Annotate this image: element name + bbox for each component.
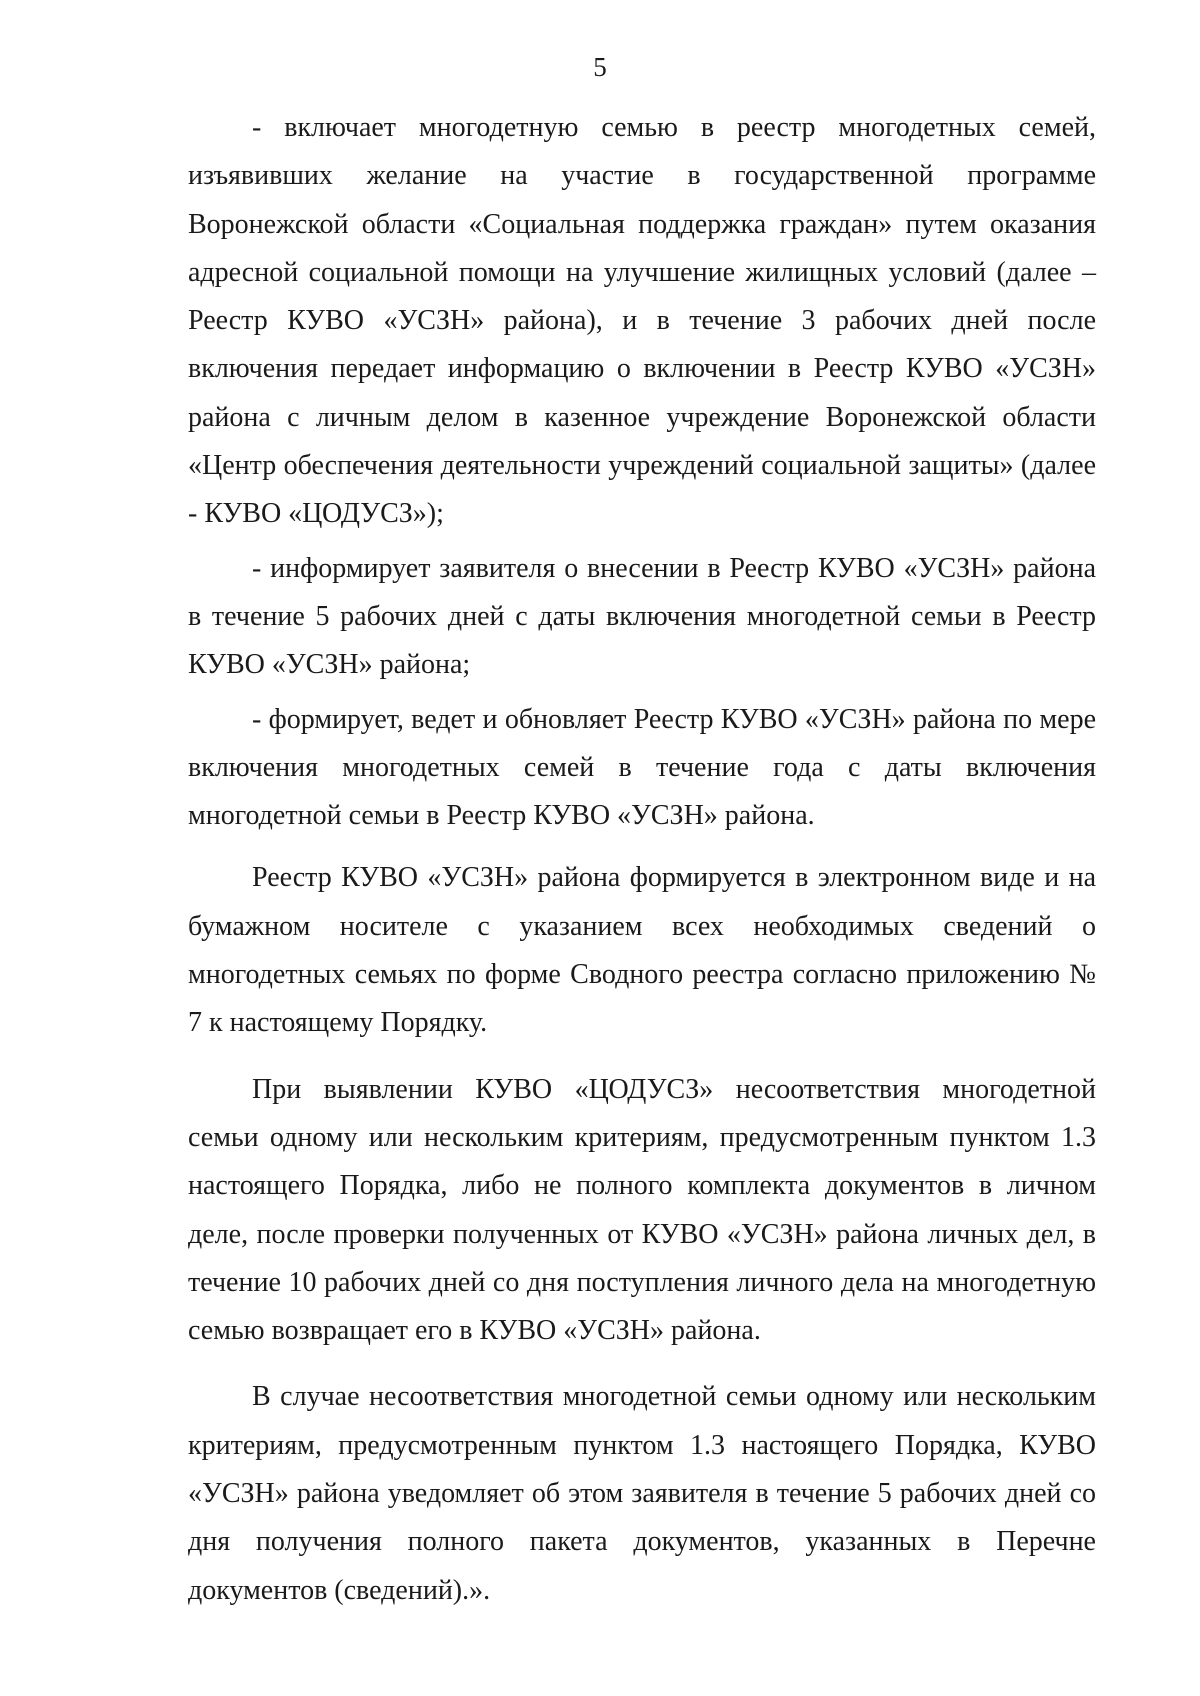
paragraph-registry-maintenance: - формирует, ведет и обновляет Реестр КУВО «УСЗН» района по мере включения многодетных семей в течение года с даты включения многодетной семьи в Реестр КУВО «УСЗН» района. (188, 703, 1096, 832)
document-body (188, 104, 1096, 1615)
paragraph-registry-inclusion: - включает многодетную семью в реестр многодетных семей, изъявивших желание на участие в государственной программе Воронежской области «Социальная поддержка граждан» путем оказания адресной социальной помощи на улучшение жилищных условий (далее – Реестр КУВО «УСЗН» района), и в течение 3 рабочих дней после включения передает информацию о включении в Реестр КУВО «УСЗН» района с личным делом в казенное учреждение Воронежской области «Центр обеспечения деятельности учреждений социальной защиты» (далее - КУВО «ЦОДУСЗ»); (188, 112, 1096, 530)
page-number: 5 (593, 52, 607, 82)
paragraph-applicant-notification: - информирует заявителя о внесении в Реестр КУВО «УСЗН» района в течение 5 рабочих дней с даты включения многодетной семьи в Реестр КУВО «УСЗН» района; (188, 552, 1096, 681)
paragraph-mismatch-notice: В случае несоответствия многодетной семьи одному или нескольким критериям, предусмотренным пунктом 1.3 настоящего Порядка, КУВО «УСЗН» района уведомляет об этом заявителя в течение 5 рабочих дней со дня получения полного пакета документов, указанных в Перечне документов (сведений).». (188, 1381, 1096, 1606)
paragraph-registry-format: Реестр КУВО «УСЗН» района формируется в электронном виде и на бумажном носителе с указанием всех необходимых сведений о многодетных семьях по форме Сводного реестра согласно приложению № 7 к настоящему Порядку. (188, 862, 1096, 1039)
paragraph-mismatch-return: При выявлении КУВО «ЦОДУСЗ» несоответствия многодетной семьи одному или нескольким критериям, предусмотренным пунктом 1.3 настоящего Порядка, либо не полного комплекта документов в личном деле, после проверки полученных от КУВО «УСЗН» района личных дел, в течение 10 рабочих дней со дня поступления личного дела на многодетную семью возвращает его в КУВО «УСЗН» района. (188, 1073, 1096, 1347)
